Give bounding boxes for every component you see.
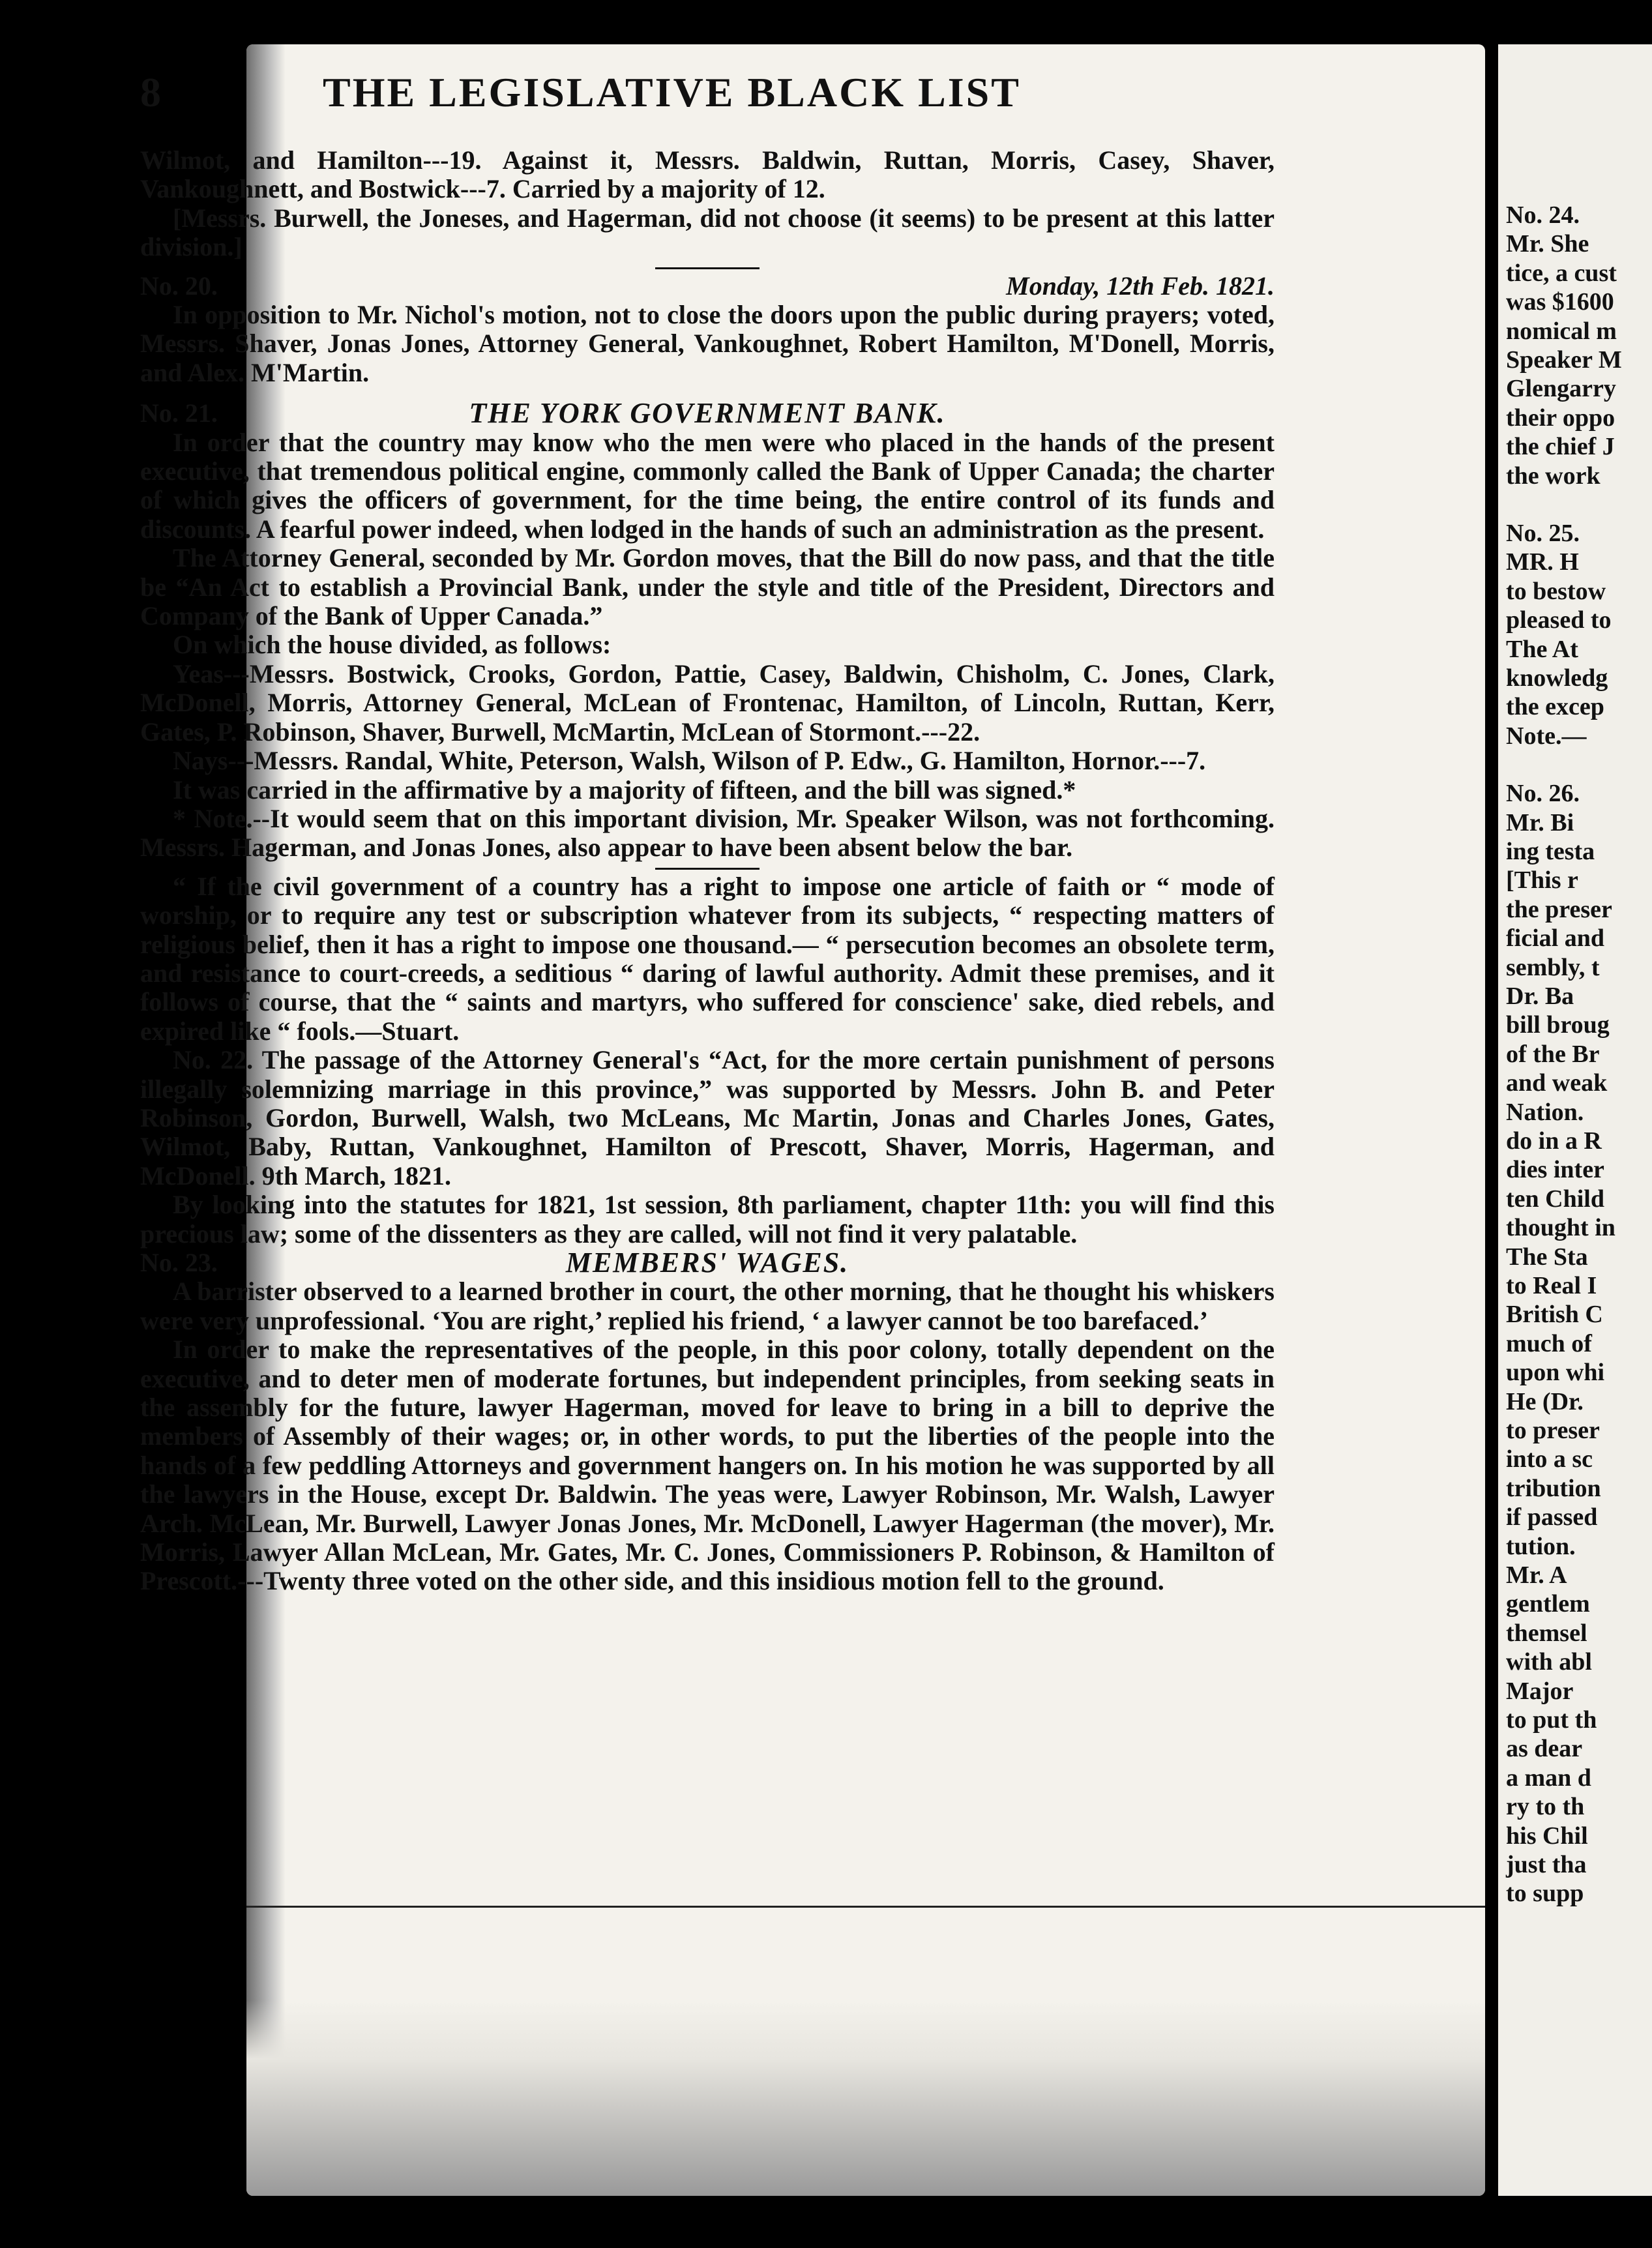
fragment-line: British C xyxy=(1506,1301,1603,1329)
fragment-line: bill broug xyxy=(1506,1011,1610,1039)
fragment-line: No. 26. xyxy=(1506,780,1580,808)
fragment-line: No. 24. xyxy=(1506,201,1580,229)
paragraph: It was carried in the affirmative by a majority of fifteen, and the bill was signed.* xyxy=(173,775,1076,805)
running-title: THE LEGISLATIVE BLACK LIST xyxy=(323,69,1021,115)
fragment-line: Glengarry xyxy=(1506,375,1616,403)
fragment-line: tice, a cust xyxy=(1506,259,1617,287)
paragraph: The Attorney General, seconded by Mr. Gordon moves, that the Bill do now pass, and that the title be “An Act to establish a Provincial Bank, under the style and title of the President, Directors and Company of the Bank of Upper Canada.” xyxy=(140,543,1275,631)
fragment-line: ry to th xyxy=(1506,1793,1585,1821)
paragraph: In opposition to Mr. Nichol's motion, not to close the doors upon the public during prayers; voted, Messrs. Shaver, Jonas Jones, Attorney General, Vankoughnet, Robert Hamilton, M'Donell, Morris, and Alex. M'Martin. xyxy=(140,300,1275,387)
paragraph: A barrister observed to a learned brother in court, the other morning, that he thought his whiskers were very unprofessional. ‘You are right,’ replied his friend, ‘ a lawyer cannot be too barefaced.’ xyxy=(140,1277,1275,1335)
fragment-line: the chief J xyxy=(1506,433,1615,461)
entry-number: No. 20. xyxy=(140,271,218,301)
fragment-line: to put th xyxy=(1506,1706,1597,1734)
page-number: 8 xyxy=(140,69,161,115)
entry-date-row xyxy=(140,272,1275,301)
fragment-line: ficial and xyxy=(1506,924,1604,953)
section-heading xyxy=(140,1249,1275,1277)
fragment-line: of the Br xyxy=(1506,1040,1600,1068)
fragment-line: much of xyxy=(1506,1329,1592,1357)
page-stain xyxy=(246,2000,1485,2196)
paragraph: “ If the civil government of a country has a right to impose one article of faith or “ mode of worship, or to require any test or subscription whatever from its subjects, “ respecting matters of religious belief, then it has a right to impose one thousand.— “ persecution becomes an obsolete term, and resistance to court-creeds, a seditious “ daring of lawful authority. Admit these premises, and it follows of course, that the “ saints and martyrs, who suffered for conscience' sake, died rebels, and expired like “ fools.—Stuart. xyxy=(140,871,1275,1046)
paragraph: In order to make the representatives of the people, in this poor colony, totally dependent on the executive, and to deter men of moderate fortunes, but independent principles, from seeking seats in the assembly for the future, lawyer Hagerman, moved for leave to bring in a bill to deprive the members of Assembly of their wages; or, in other words, to put the liberties of the people into the hands of a few peddling Attorneys and government hangers on. In his motion he was supported by all the lawyers in the House, except Dr. Baldwin. The yeas were, Lawyer Robinson, Mr. Walsh, Lawyer Arch. McLean, Mr. Burwell, Lawyer Jonas Jones, Mr. McDonell, Lawyer Hagerman (the mover), Mr. Morris, Lawyer Allan McLean, Mr. Gates, Mr. C. Jones, Commissioners P. Robinson, & Hamilton of Prescott.---Twenty three voted on the other side, and this insidious motion fell to the ground. xyxy=(140,1335,1275,1596)
fragment-line: gentlem xyxy=(1506,1590,1590,1618)
fragment-line: Dr. Ba xyxy=(1506,983,1574,1010)
paragraph: Nays---Messrs. Randal, White, Peterson, Walsh, Wilson of P. Edw., G. Hamilton, Hornor.---7. xyxy=(173,746,1206,776)
paragraph: * Note.--It would seem that on this important division, Mr. Speaker Wilson, was not forthcoming. Messrs. Hagerman, and Jonas Jones, also appear to have been absent below the bar. xyxy=(140,803,1275,863)
paragraph: No. 22. The passage of the Attorney General's “Act, for the more certain punishment of persons illegally solemnizing marriage in this province,” was supported by Messrs. John B. and Peter Robinson, Gordon, Burwell, Walsh, two McLeans, Mc Martin, Jonas and Charles Jones, Gates, Wilmot, Baby, Ruttan, Vankoughnet, Hamilton of Prescott, Shaver, Morris, Hagerman, and McDonell. 9th March, 1821. xyxy=(140,1045,1275,1191)
fragment-line: with abl xyxy=(1506,1648,1592,1676)
fragment-line: Mr. A xyxy=(1506,1561,1567,1589)
fragment-line: a man d xyxy=(1506,1764,1591,1792)
fragment-line: ten Child xyxy=(1506,1185,1604,1213)
fragment-line: Nation. xyxy=(1506,1098,1584,1126)
fragment-line: Mr. Bi xyxy=(1506,808,1574,836)
fragment-line: He (Dr. xyxy=(1506,1387,1584,1415)
section-rule xyxy=(655,267,760,269)
fragment-line: the excep xyxy=(1506,693,1604,721)
paragraph: Yeas---Messrs. Bostwick, Crooks, Gordon, Pattie, Casey, Baldwin, Chisholm, C. Jones, Clark, McDonell, Morris, Attorney General, McLean of Frontenac, Hamilton, of Lincoln, Ruttan, Kerr, Gates, P. Robinson, Shaver, Burwell, McMartin, McLean of Stormont.---22. xyxy=(140,658,1275,747)
fragment-line: themsel xyxy=(1506,1619,1587,1647)
page-header xyxy=(140,69,1275,146)
facing-page-fragment xyxy=(1498,44,1652,2196)
fragment-line: to preser xyxy=(1506,1417,1600,1444)
section-title: MEMBERS' WAGES. xyxy=(565,1247,849,1279)
fragment-line: was $1600 xyxy=(1506,288,1614,316)
fragment-line: pleased to xyxy=(1506,606,1612,634)
fragment-line: as dear xyxy=(1506,1735,1583,1763)
fragment-line: thought in xyxy=(1506,1214,1615,1242)
fragment-line: Speaker M xyxy=(1506,346,1622,374)
fragment-line: sembly, t xyxy=(1506,953,1600,981)
fragment-line: if passed xyxy=(1506,1503,1598,1531)
fragment-line: nomical m xyxy=(1506,317,1617,345)
fragment-line: the work xyxy=(1506,462,1600,490)
fragment-line: their oppo xyxy=(1506,404,1615,432)
fragment-line: Mr. She xyxy=(1506,230,1589,258)
fragment-line: just tha xyxy=(1506,1851,1587,1878)
scan-line xyxy=(246,1906,1485,1908)
fragment-line: dies inter xyxy=(1506,1156,1604,1184)
entry-date: Monday, 12th Feb. 1821. xyxy=(1006,271,1275,301)
page-text xyxy=(140,69,1275,1596)
fragment-line: upon whi xyxy=(1506,1359,1605,1387)
body-text xyxy=(140,146,1275,1596)
fragment-line: do in a R xyxy=(1506,1127,1602,1155)
paragraph: By looking into the statutes for 1821, 1st session, 8th parliament, chapter 11th: you will find this precious law; some of the dissenters as they are called, will not find it very palatable. xyxy=(140,1190,1275,1249)
fragment-line: tution. xyxy=(1506,1532,1576,1560)
paragraph: [Messrs. Burwell, the Joneses, and Hagerman, did not choose (it seems) to be present at this latter division.] xyxy=(140,203,1275,262)
fragment-line: Major xyxy=(1506,1677,1574,1705)
section-heading xyxy=(140,399,1275,428)
fragment-line: Note.— xyxy=(1506,722,1587,750)
paragraph: Wilmot, and Hamilton---19. Against it, Messrs. Baldwin, Ruttan, Morris, Casey, Shaver, Vankoughnett, and Bostwick---7. Carried by a majority of 12. xyxy=(140,145,1275,204)
fragment-line: tribution xyxy=(1506,1474,1601,1502)
fragment-line: into a sc xyxy=(1506,1445,1593,1473)
fragment-line: and weak xyxy=(1506,1069,1608,1097)
fragment-line: the preser xyxy=(1506,895,1612,923)
paragraph: On which the house divided, as follows: xyxy=(173,630,612,660)
fragment-line: his Chil xyxy=(1506,1822,1588,1850)
fragment-line: ing testa xyxy=(1506,838,1595,865)
entry-number: No. 21. xyxy=(140,398,218,428)
fragment-line: to bestow xyxy=(1506,577,1606,605)
fragment-line: No. 25. xyxy=(1506,520,1580,547)
fragment-line: to supp xyxy=(1506,1880,1584,1908)
fragment-line: The Sta xyxy=(1506,1243,1588,1271)
fragment-line: The At xyxy=(1506,635,1578,663)
fragment-line: [This r xyxy=(1506,866,1578,895)
fragment-line: to Real I xyxy=(1506,1272,1597,1299)
fragment-line: knowledg xyxy=(1506,664,1608,692)
entry-number: No. 23. xyxy=(140,1248,218,1277)
section-title: THE YORK GOVERNMENT BANK. xyxy=(469,397,946,430)
section-rule xyxy=(655,868,760,870)
fragment-line: MR. H xyxy=(1506,548,1579,576)
paragraph: In order that the country may know who the men were who placed in the hands of the present executive, that tremendous political engine, commonly called the Bank of Upper Canada; the charter of which gives the officers of government, for the time being, the entire control of its funds and discounts. A fearful power indeed, when lodged in the hands of such an administration as the present. xyxy=(140,427,1275,544)
